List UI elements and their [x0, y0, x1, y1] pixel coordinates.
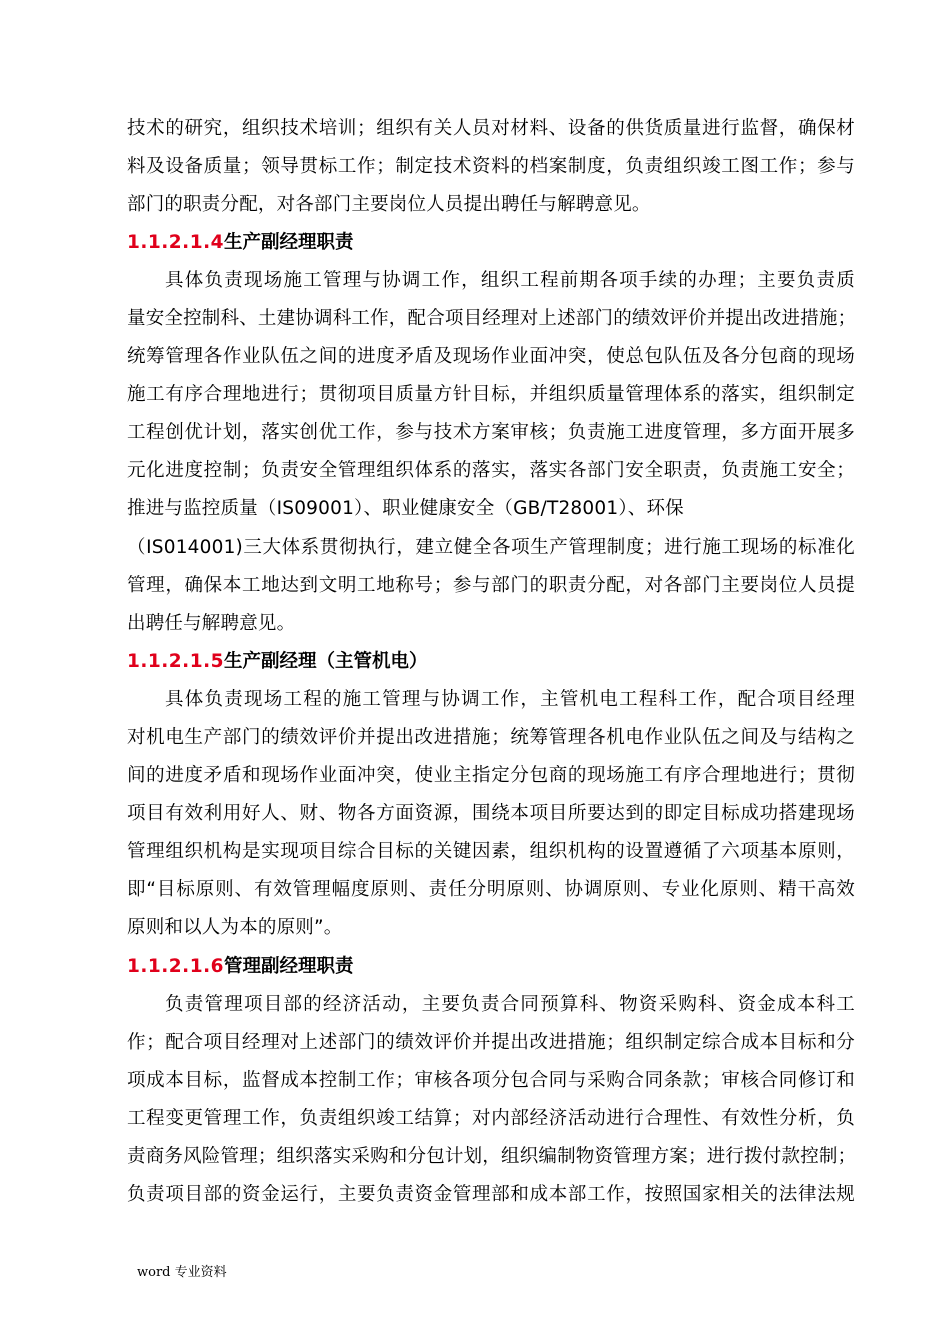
- paragraph-line: 作；配合项目经理对上述部门的绩效评价并提出改进措施；组织制定综合成本目标和分: [127, 1032, 855, 1053]
- paragraph-line: 管理组织机构是实现项目综合目标的关键因素，组织机构的设置遵循了六项基本原则，: [127, 841, 855, 862]
- section-title: 生产副经理（主管机电）: [223, 651, 428, 672]
- section-number: 1.1.2.1.4: [127, 232, 224, 253]
- paragraph-line: 具体负责现场工程的施工管理与协调工作，主管机电工程科工作，配合项目经理: [165, 689, 855, 710]
- paragraph-line: 即“目标原则、有效管理幅度原则、责任分明原则、协调原则、专业化原则、精干高效: [127, 879, 855, 900]
- paragraph-line: 责商务风险管理；组织落实采购和分包计划，组织编制物资管理方案；进行拨付款控制；: [127, 1146, 857, 1167]
- section-heading-1-1-2-1-5: [127, 650, 428, 674]
- section-number: 1.1.2.1.5: [127, 651, 224, 672]
- paragraph-line: 具体负责现场施工管理与协调工作，组织工程前期各项手续的办理；主要负责质: [165, 270, 855, 291]
- paragraph-line: 出聘任与解聘意见。: [127, 613, 296, 634]
- paragraph-line: 量安全控制科、土建协调科工作，配合项目经理对上述部门的绩效评价并提出改进措施；: [127, 308, 857, 329]
- paragraph-line: 间的进度矛盾和现场作业面冲突，使业主指定分包商的现场施工有序合理地进行；贯彻: [127, 765, 855, 786]
- paragraph-line: 原则和以人为本的原则”。: [127, 917, 343, 938]
- paragraph-line: 工程变更管理工作，负责组织竣工结算；对内部经济活动进行合理性、有效性分析，负: [127, 1108, 855, 1129]
- paragraph-line: 推进与监控质量（IS09001）、职业健康安全（GB/T28001）、环保: [127, 498, 684, 519]
- section-title: 管理副经理职责: [223, 956, 354, 977]
- page-footer: word 专业资料: [137, 1265, 227, 1280]
- paragraph-line: 统筹管理各作业队伍之间的进度矛盾及现场作业面冲突，使总包队伍及各分包商的现场: [127, 346, 855, 367]
- paragraph-line: 对机电生产部门的绩效评价并提出改进措施；统筹管理各机电作业队伍之间及与结构之: [127, 727, 855, 748]
- section-title: 生产副经理职责: [223, 232, 354, 253]
- paragraph-line: 施工有序合理地进行；贯彻项目质量方针目标，并组织质量管理体系的落实，组织制定: [127, 384, 855, 405]
- paragraph-line: 项成本目标，监督成本控制工作；审核各项分包合同与采购合同条款；审核合同修订和: [127, 1070, 855, 1091]
- section-heading-1-1-2-1-4: [127, 231, 354, 255]
- section-heading-1-1-2-1-6: [127, 955, 354, 979]
- paragraph-line: 管理，确保本工地达到文明工地称号；参与部门的职责分配，对各部门主要岗位人员提: [127, 575, 855, 596]
- paragraph-line: 负责管理项目部的经济活动，主要负责合同预算科、物资采购科、资金成本科工: [165, 994, 855, 1015]
- paragraph-line: 元化进度控制；负责安全管理组织体系的落实，落实各部门安全职责，负责施工安全；: [127, 460, 855, 481]
- paragraph-line: 工程创优计划，落实创优工作，参与技术方案审核；负责施工进度管理，多方面开展多: [127, 422, 855, 443]
- paragraph-line: 项目有效利用好人、财、物各方面资源，围绕本项目所要达到的即定目标成功搭建现场: [127, 803, 855, 824]
- section-number: 1.1.2.1.6: [127, 956, 224, 977]
- paragraph-line: 负责项目部的资金运行，主要负责资金管理部和成本部工作，按照国家相关的法律法规: [127, 1184, 855, 1205]
- paragraph-line: 部门的职责分配，对各部门主要岗位人员提出聘任与解聘意见。: [127, 194, 651, 215]
- paragraph-line: （IS014001)三大体系贯彻执行，建立健全各项生产管理制度；进行施工现场的标准化: [127, 537, 855, 558]
- paragraph-line: 技术的研究，组织技术培训；组织有关人员对材料、设备的供货质量进行监督，确保材: [127, 118, 855, 139]
- paragraph-line: 料及设备质量；领导贯标工作；制定技术资料的档案制度，负责组织竣工图工作；参与: [127, 156, 855, 177]
